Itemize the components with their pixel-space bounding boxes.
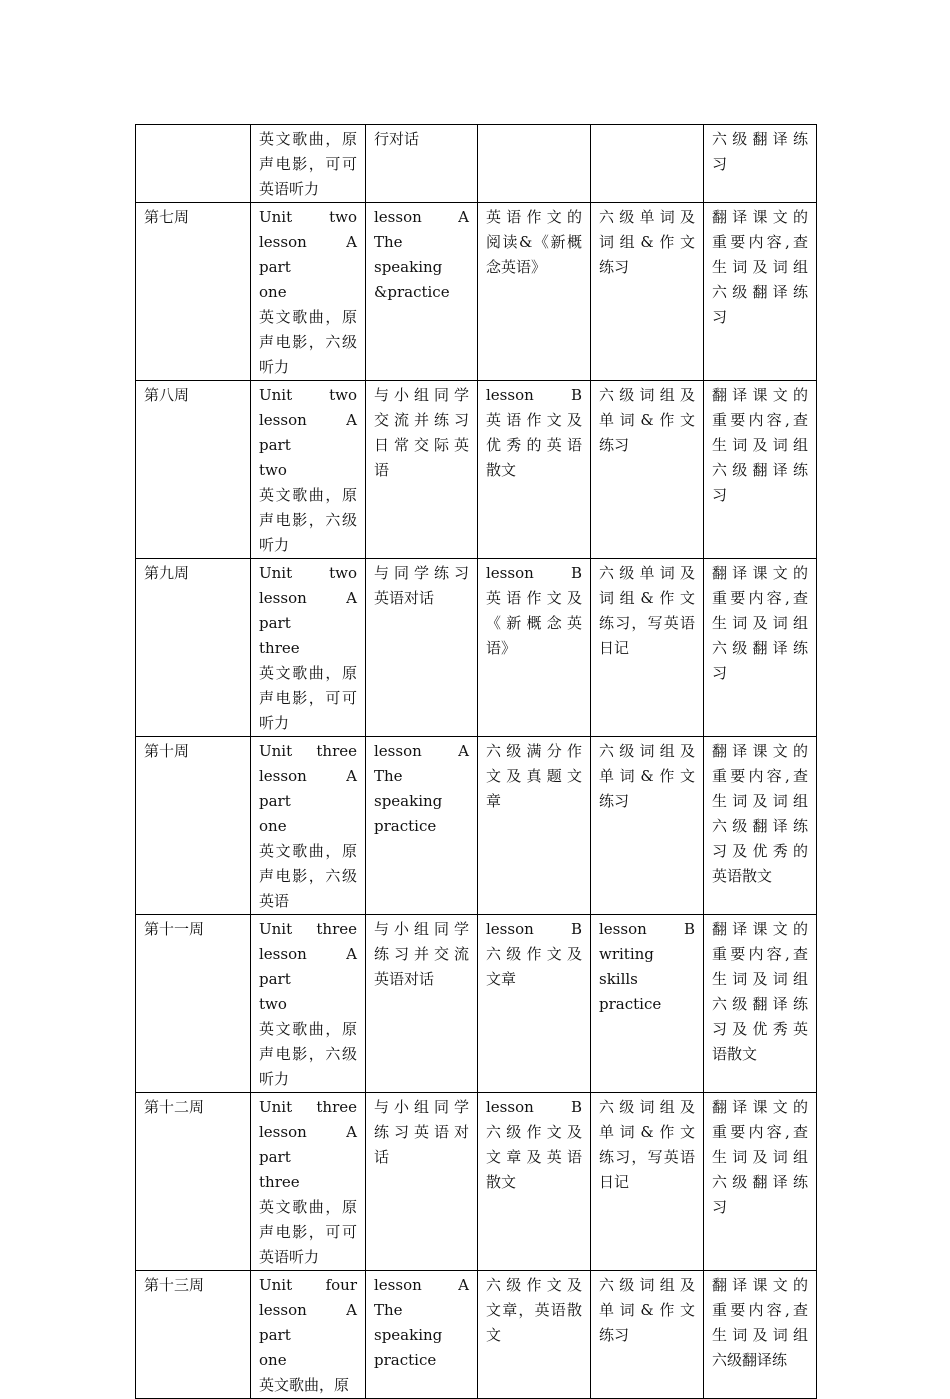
cell-text-line: speaking (374, 258, 443, 276)
unit-lesson-cell (251, 125, 366, 203)
cell-text-line: 英语听力 (259, 180, 320, 198)
week-cell: 第八周 (136, 381, 251, 559)
writing-cell (478, 737, 591, 915)
cell-text-line: lesson A The (374, 208, 469, 251)
cell-text-line: 日记 (599, 1173, 630, 1191)
cell-text-line: 听力 (259, 536, 290, 554)
week-cell: 第七周 (136, 203, 251, 381)
cell-text-line: lesson A part (259, 411, 357, 454)
cell-text-line: 六级翻译练 (712, 130, 808, 148)
cell-text-line: 念英语》 (486, 258, 547, 276)
cell-text-line: 翻译课文的 (712, 1098, 808, 1116)
unit-lesson-cell (251, 737, 366, 915)
cell-text-line: 散文 (486, 461, 517, 479)
cell-text-line: lesson A part (259, 1123, 357, 1166)
cell-text-line: 翻译课文的 (712, 564, 808, 582)
cell-text-line: 英语 (259, 892, 290, 910)
cell-text-line: 重要内容,查 (712, 945, 808, 963)
cell-text-line: 词组&作文 (599, 233, 695, 251)
cell-text-line: 翻译课文的 (712, 386, 808, 404)
cell-text-line: 听力 (259, 714, 290, 732)
cell-text-line: lesson A part (259, 233, 357, 276)
table-row (136, 1271, 817, 1399)
cell-text-line: 英文歌曲，原 (259, 664, 357, 682)
cell-text-line: 文 (486, 1326, 502, 1344)
cell-text-line: 六级满分作 (486, 742, 582, 760)
cell-text-line: 声电影，六级 (259, 867, 357, 885)
cell-text-line: 话 (374, 1148, 390, 1166)
vocabulary-cell (591, 915, 704, 1093)
writing-cell (478, 203, 591, 381)
cell-text-line: Unit four (259, 1276, 357, 1294)
table-row (136, 125, 817, 203)
writing-cell (478, 1271, 591, 1399)
unit-lesson-cell (251, 1093, 366, 1271)
cell-text-line: Unit two (259, 564, 357, 582)
cell-text-line: 六级翻译练 (712, 461, 808, 479)
cell-text-line: 英语散文 (712, 867, 773, 885)
table-row (136, 203, 817, 381)
vocabulary-cell (591, 737, 704, 915)
unit-lesson-cell (251, 915, 366, 1093)
week-cell: 第十一周 (136, 915, 251, 1093)
cell-text-line: 生词及词组 (712, 258, 808, 276)
cell-text-line: 与同学练习 (374, 564, 469, 582)
cell-text-line: 重要内容,查 (712, 1301, 808, 1319)
cell-text-line: 与小组同学 (374, 1098, 469, 1116)
cell-text-line: 生词及词组 (712, 1326, 808, 1344)
cell-text-line: 词组&作文 (599, 589, 695, 607)
cell-text-line: 单词&作文 (599, 1301, 695, 1319)
week-cell: 第十二周 (136, 1093, 251, 1271)
cell-text-line: 六级单词及 (599, 564, 695, 582)
cell-text-line: two (259, 995, 287, 1013)
cell-text-line: 阅读&《新概 (486, 233, 582, 251)
cell-text-line: 六级单词及 (599, 208, 695, 226)
cell-text-line: 习 (712, 155, 728, 173)
speaking-cell (366, 915, 478, 1093)
cell-text-line: 六级词组及 (599, 1276, 695, 1294)
cell-text-line: 生词及词组 (712, 970, 808, 988)
cell-text-line: lesson A The (374, 742, 469, 785)
cell-text-line: 英文歌曲，原 (259, 486, 357, 504)
cell-text-line: lesson A part (259, 767, 357, 810)
cell-text-line: lesson A The (374, 1276, 469, 1319)
cell-text-line: 英文歌曲，原 (259, 1376, 350, 1394)
cell-text-line: 声电影，六级 (259, 333, 357, 351)
cell-text-line: 语》 (486, 639, 517, 657)
cell-text-line: 六级词组及 (599, 386, 695, 404)
cell-text-line: 翻译课文的 (712, 742, 808, 760)
cell-text-line: 声电影，可可 (259, 689, 357, 707)
cell-text-line: 交流并练习 (374, 411, 469, 429)
cell-text-line: 重要内容,查 (712, 589, 808, 607)
translation-cell (704, 915, 817, 1093)
cell-text-line: 优秀的英语 (486, 436, 582, 454)
cell-text-line: 英语作文及 (486, 589, 582, 607)
cell-text-line: 声电影，六级 (259, 1045, 357, 1063)
cell-text-line: skills (599, 970, 638, 988)
cell-text-line: 行对话 (374, 130, 420, 148)
cell-text-line: 重要内容,查 (712, 411, 808, 429)
unit-lesson-cell (251, 1271, 366, 1399)
cell-text-line: Unit three (259, 920, 357, 938)
cell-text-line: 英文歌曲，原 (259, 1020, 357, 1038)
table-row (136, 737, 817, 915)
cell-text-line: 《新概念英 (486, 614, 582, 632)
table-row (136, 1093, 817, 1271)
cell-text-line: two (259, 461, 287, 479)
cell-text-line: 散文 (486, 1173, 517, 1191)
translation-cell (704, 203, 817, 381)
cell-text-line: 单词&作文 (599, 1123, 695, 1141)
speaking-cell (366, 1093, 478, 1271)
vocabulary-cell (591, 203, 704, 381)
cell-text-line: 英文歌曲，原 (259, 308, 357, 326)
cell-text-line: 练习并交流 (374, 945, 469, 963)
cell-text-line: 六级翻译练 (712, 283, 808, 301)
cell-text-line: 练习，写英语 (599, 614, 695, 632)
cell-text-line: lesson A part (259, 1301, 357, 1344)
cell-text-line: 六级翻译练 (712, 995, 808, 1013)
vocabulary-cell (591, 125, 704, 203)
cell-text-line: 声电影，可可 (259, 1223, 357, 1241)
cell-text-line: 听力 (259, 1070, 290, 1088)
cell-text-line: 重要内容,查 (712, 233, 808, 251)
week-cell: 第十周 (136, 737, 251, 915)
cell-text-line: 习 (712, 486, 728, 504)
cell-text-line: 日常交际英 (374, 436, 469, 454)
cell-text-line: 重要内容,查 (712, 767, 808, 785)
schedule-table-body (136, 125, 817, 1399)
writing-cell (478, 125, 591, 203)
cell-text-line: 翻译课文的 (712, 1276, 808, 1294)
cell-text-line: 日记 (599, 639, 630, 657)
cell-text-line: 生词及词组 (712, 436, 808, 454)
unit-lesson-cell (251, 203, 366, 381)
cell-text-line: lesson B (486, 920, 582, 938)
cell-text-line: 习 (712, 1198, 728, 1216)
table-row (136, 915, 817, 1093)
cell-text-line: 六级作文及 (486, 1123, 582, 1141)
cell-text-line: 六级翻译练 (712, 639, 808, 657)
cell-text-line: lesson B (599, 920, 695, 938)
writing-cell (478, 381, 591, 559)
cell-text-line: 重要内容,查 (712, 1123, 808, 1141)
cell-text-line: 六级翻译练 (712, 1351, 788, 1369)
cell-text-line: practice (374, 1351, 437, 1369)
cell-text-line: 单词&作文 (599, 411, 695, 429)
cell-text-line: Unit two (259, 208, 357, 226)
cell-text-line: 生词及词组 (712, 614, 808, 632)
translation-cell (704, 1093, 817, 1271)
cell-text-line: 语 (374, 461, 390, 479)
speaking-cell (366, 203, 478, 381)
cell-text-line: 单词&作文 (599, 767, 695, 785)
vocabulary-cell (591, 381, 704, 559)
cell-text-line: 六级作文及 (486, 945, 582, 963)
cell-text-line: lesson B (486, 564, 582, 582)
cell-text-line: 习 (712, 664, 728, 682)
writing-cell (478, 915, 591, 1093)
translation-cell (704, 381, 817, 559)
cell-text-line: practice (599, 995, 662, 1013)
cell-text-line: 习 (712, 308, 728, 326)
vocabulary-cell (591, 1271, 704, 1399)
vocabulary-cell (591, 1093, 704, 1271)
unit-lesson-cell (251, 381, 366, 559)
cell-text-line: 英文歌曲，原 (259, 1198, 357, 1216)
translation-cell (704, 559, 817, 737)
cell-text-line: writing (599, 945, 654, 963)
cell-text-line: 翻译课文的 (712, 208, 808, 226)
cell-text-line: 生词及词组 (712, 792, 808, 810)
cell-text-line: 文及真题文 (486, 767, 582, 785)
cell-text-line: one (259, 1351, 287, 1369)
cell-text-line: 翻译课文的 (712, 920, 808, 938)
cell-text-line: Unit three (259, 742, 357, 760)
cell-text-line: 练习英语对 (374, 1123, 469, 1141)
cell-text-line: three (259, 1173, 300, 1191)
cell-text-line: practice (374, 817, 437, 835)
cell-text-line: three (259, 639, 300, 657)
cell-text-line: 英语听力 (259, 1248, 320, 1266)
speaking-cell (366, 1271, 478, 1399)
cell-text-line: 生词及词组 (712, 1148, 808, 1166)
cell-text-line: 与小组同学 (374, 386, 469, 404)
translation-cell (704, 1271, 817, 1399)
writing-cell (478, 1093, 591, 1271)
cell-text-line: speaking (374, 1326, 443, 1344)
cell-text-line: 六级翻译练 (712, 817, 808, 835)
cell-text-line: 文章 (486, 970, 517, 988)
cell-text-line: 英语作文及 (486, 411, 582, 429)
unit-lesson-cell (251, 559, 366, 737)
cell-text-line: lesson A part (259, 589, 357, 632)
cell-text-line: 文章及英语 (486, 1148, 582, 1166)
cell-text-line: 章 (486, 792, 502, 810)
cell-text-line: lesson B (486, 386, 582, 404)
week-cell: 第九周 (136, 559, 251, 737)
cell-text-line: 六级翻译练 (712, 1173, 808, 1191)
cell-text-line: 习及优秀的 (712, 842, 808, 860)
cell-text-line: 英语对话 (374, 589, 435, 607)
cell-text-line: one (259, 283, 287, 301)
vocabulary-cell (591, 559, 704, 737)
cell-text-line: 听力 (259, 358, 290, 376)
cell-text-line: 习及优秀英 (712, 1020, 808, 1038)
cell-text-line: 英语作文的 (486, 208, 582, 226)
cell-text-line: 声电影，可可 (259, 155, 357, 173)
cell-text-line: 六级词组及 (599, 742, 695, 760)
speaking-cell (366, 381, 478, 559)
speaking-cell (366, 737, 478, 915)
cell-text-line: 文章，英语散 (486, 1301, 582, 1319)
cell-text-line: 练习 (599, 436, 630, 454)
cell-text-line: 练习 (599, 258, 630, 276)
cell-text-line: Unit two (259, 386, 357, 404)
cell-text-line: speaking (374, 792, 443, 810)
cell-text-line: Unit three (259, 1098, 357, 1116)
cell-text-line: 六级作文及 (486, 1276, 582, 1294)
cell-text-line: one (259, 817, 287, 835)
table-row (136, 381, 817, 559)
week-cell: 第十三周 (136, 1271, 251, 1399)
translation-cell (704, 737, 817, 915)
cell-text-line: lesson A part (259, 945, 357, 988)
cell-text-line: lesson B (486, 1098, 582, 1116)
cell-text-line: 练习 (599, 792, 630, 810)
cell-text-line: 英文歌曲，原 (259, 130, 357, 148)
speaking-cell (366, 559, 478, 737)
cell-text-line: 英语对话 (374, 970, 435, 988)
cell-text-line: 声电影，六级 (259, 511, 357, 529)
cell-text-line: 六级词组及 (599, 1098, 695, 1116)
table-row (136, 559, 817, 737)
cell-text-line: 练习 (599, 1326, 630, 1344)
cell-text-line: 练习，写英语 (599, 1148, 695, 1166)
cell-text-line: &practice (374, 283, 450, 301)
translation-cell (704, 125, 817, 203)
cell-text-line: 与小组同学 (374, 920, 469, 938)
writing-cell (478, 559, 591, 737)
schedule-table (135, 124, 817, 1399)
week-cell (136, 125, 251, 203)
cell-text-line: 英文歌曲，原 (259, 842, 357, 860)
cell-text-line: 语散文 (712, 1045, 758, 1063)
speaking-cell (366, 125, 478, 203)
